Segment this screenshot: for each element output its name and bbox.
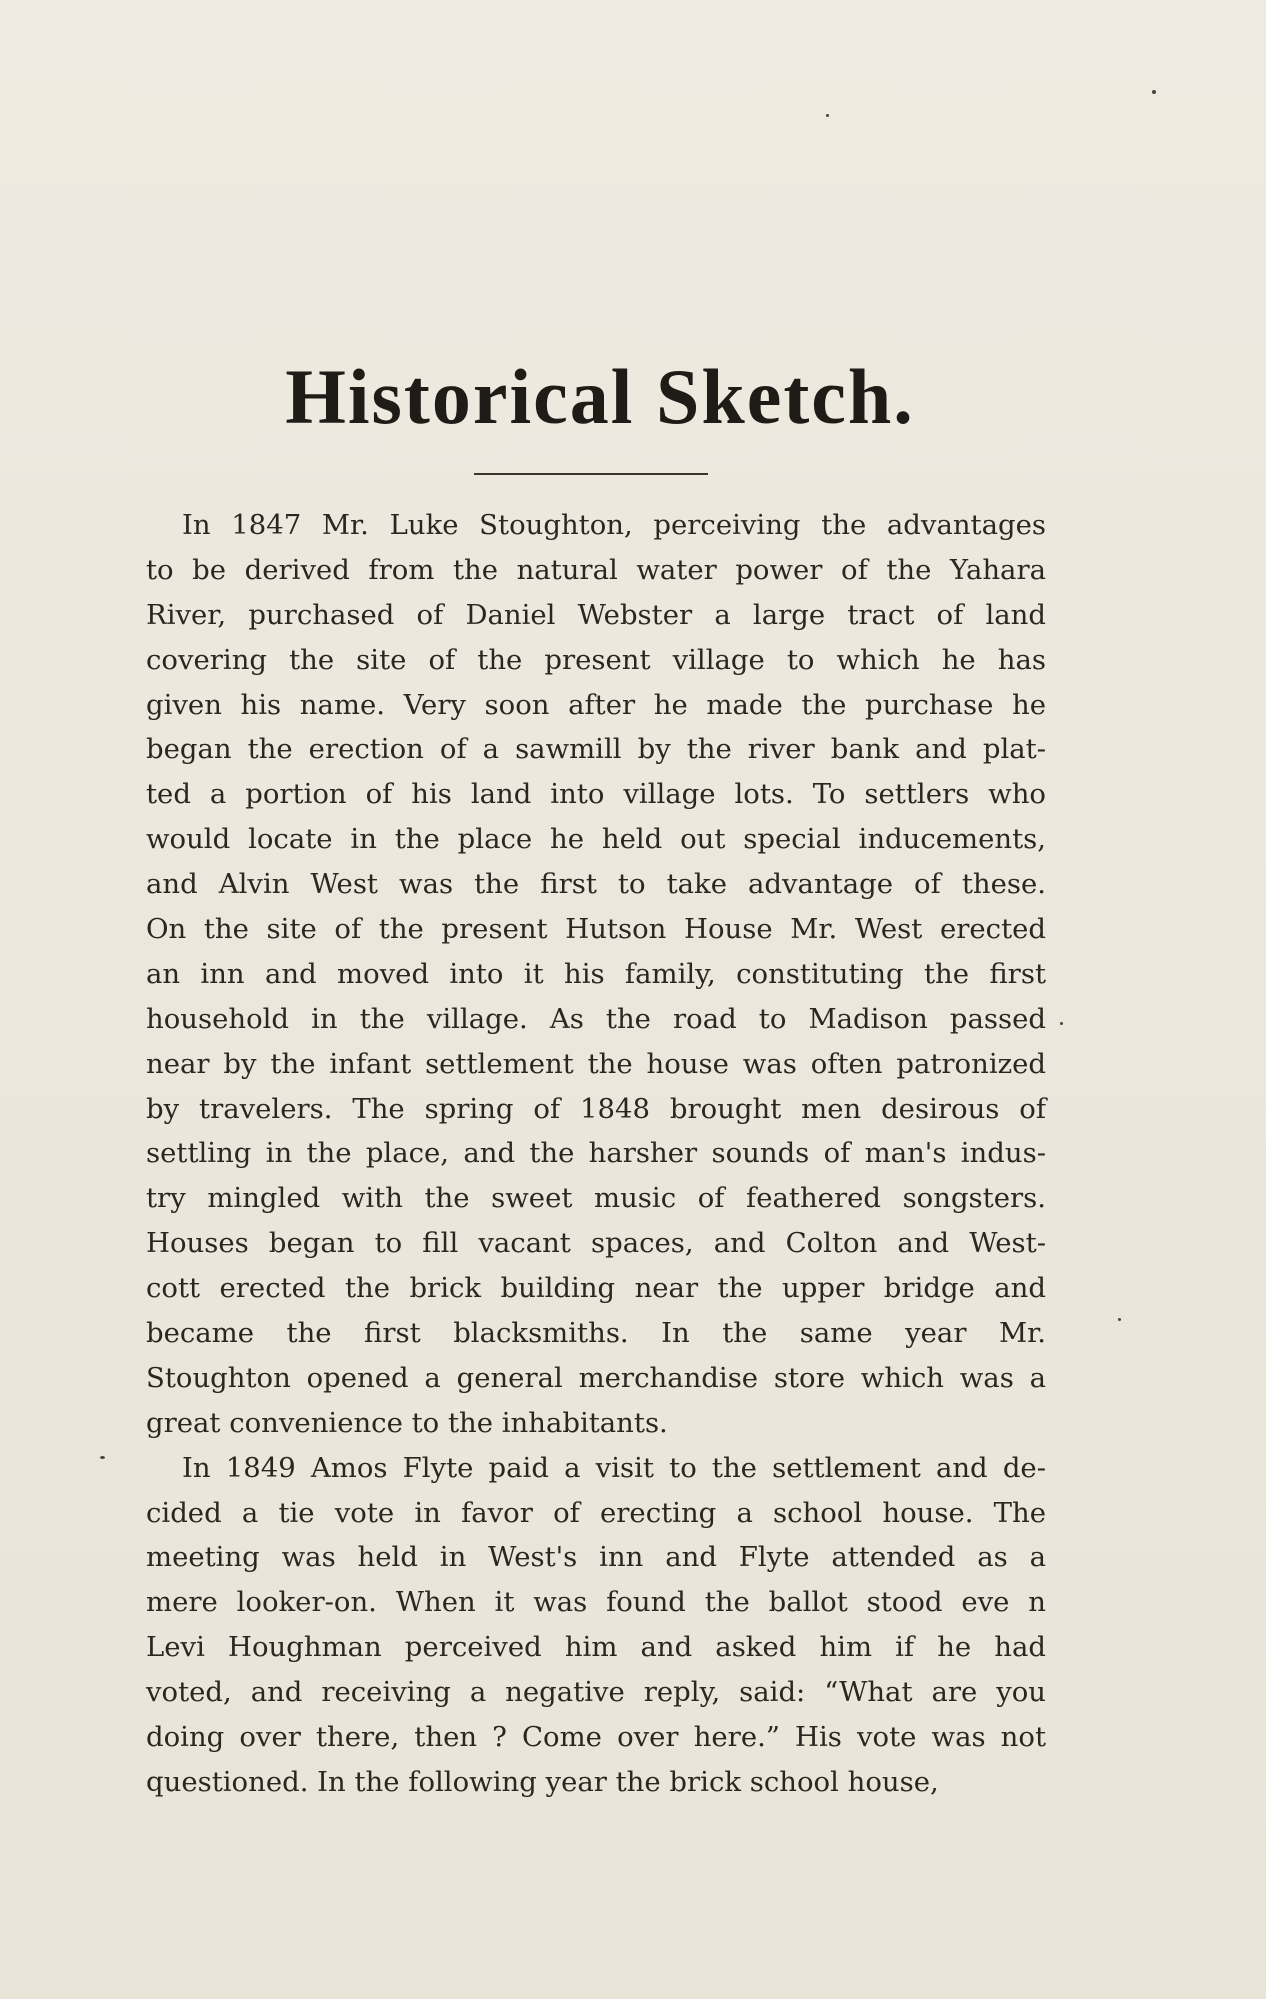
text-line: In 1849 Amos Flyte paid a visit to the settlement and de- (182, 1451, 1046, 1484)
text-line: Levi Houghman perceived him and asked him if he had (146, 1631, 1046, 1664)
text-line: settling in the place, and the harsher sounds of man's indus- (146, 1137, 1046, 1170)
text-line: ted a portion of his land into village lots. To settlers who (146, 778, 1046, 811)
text-line: covering the site of the present village to which he has (146, 643, 1046, 676)
text-line: doing over there, then ? Come over here.” His vote was not (146, 1721, 1046, 1754)
text-line: On the site of the present Hutson House Mr. West erected (146, 913, 1046, 946)
text-line: to be derived from the natural water power of the Yahara (146, 553, 1046, 586)
title-divider (474, 473, 708, 475)
paper-speck (1152, 90, 1156, 94)
text-line: great convenience to the inhabitants. (146, 1406, 668, 1439)
text-line: cided a tie vote in favor of erecting a school house. The (146, 1496, 1046, 1529)
paper-speck (1060, 1022, 1063, 1025)
paper-speck (1118, 1318, 1121, 1321)
page-title: Historical Sketch. (285, 353, 915, 440)
paper-speck (826, 114, 829, 117)
text-line: In 1847 Mr. Luke Stoughton, perceiving the advantages (182, 509, 1046, 541)
paragraph (146, 1446, 1046, 1805)
text-line: household in the village. As the road to Madison passed (146, 1002, 1046, 1035)
text-line: try mingled with the sweet music of feathered songsters. (146, 1182, 1046, 1215)
text-line: became the first blacksmiths. In the same year Mr. (146, 1317, 1046, 1350)
body-text (146, 503, 1046, 1805)
text-line: given his name. Very soon after he made the purchase he (146, 688, 1046, 721)
text-line: began the erection of a sawmill by the river bank and plat- (146, 733, 1046, 766)
text-line: River, purchased of Daniel Webster a large tract of land (146, 598, 1046, 631)
text-line: mere looker-on. When it was found the ballot stood eve n (146, 1586, 1046, 1619)
paragraph (146, 503, 1046, 1446)
text-line: would locate in the place he held out special inducements, (146, 823, 1046, 856)
text-line: meeting was held in West's inn and Flyte attended as a (146, 1541, 1046, 1574)
text-line: near by the infant settlement the house was often patronized (146, 1047, 1046, 1080)
paper-speck (100, 1456, 105, 1459)
text-line: and Alvin West was the first to take advantage of these. (146, 868, 1046, 901)
text-line: Houses began to fill vacant spaces, and Colton and West- (146, 1227, 1046, 1260)
text-line: questioned. In the following year the brick school house, (146, 1765, 939, 1798)
text-line: an inn and moved into it his family, constituting the first (146, 957, 1046, 990)
text-line: by travelers. The spring of 1848 brought men desirous of (146, 1092, 1046, 1125)
text-line: Stoughton opened a general merchandise store which was a (146, 1361, 1046, 1394)
text-line: cott erected the brick building near the upper bridge and (146, 1272, 1046, 1305)
text-line: voted, and receiving a negative reply, said: “What are you (146, 1676, 1046, 1709)
